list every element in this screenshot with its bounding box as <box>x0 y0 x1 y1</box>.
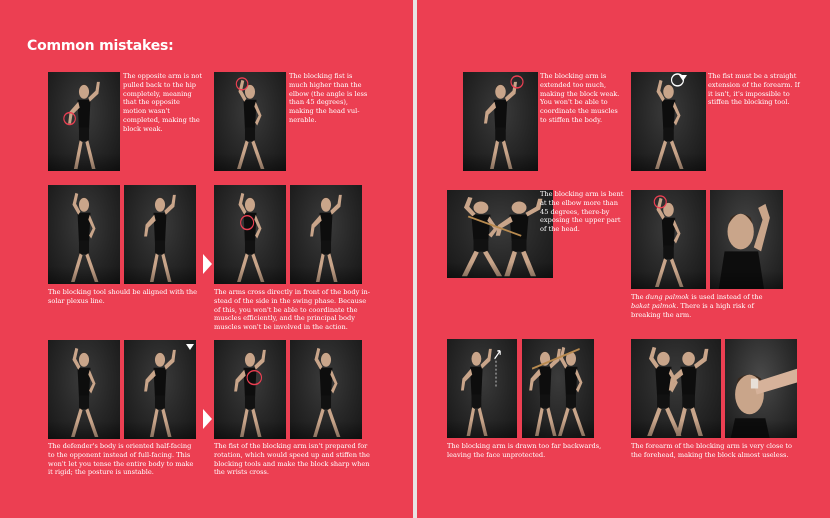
photo-arm-extended <box>463 72 538 171</box>
photo-forearm-close-2 <box>725 339 797 438</box>
caption-arm-drawn-back: The blocking arm is drawn too far backwards, leaving the face unprotected. <box>447 442 602 459</box>
caption-dung-palmok: The dung palmok is used instead of the bakat palmok. There is a high risk of breaking the arm. <box>631 293 763 319</box>
caption-fist-straight: The fist must be a straight extension of the forearm. If it isn't, it's impossible to stiffen the blocking tool. <box>708 72 800 107</box>
photo-fist-rotation-2 <box>290 340 362 439</box>
page-heading: Common mistakes: <box>27 38 174 54</box>
caption-blocking-fist-high: The blocking fist is much higher than the elbow (the angle is less than 45 degrees), making the head vul-nerable. <box>289 72 368 124</box>
caption-opposite-arm: The opposite arm is not pulled back to the hip completely, meaning that the opposite motion wasn't completed, making the block weak. <box>123 72 203 133</box>
photo-forearm-close-1 <box>631 339 721 438</box>
caption-arm-extended: The blocking arm is extended too much, making the block weak. You won't be able to coordinate the muscles to stiffen the body. <box>540 72 620 124</box>
photo-half-facing-1 <box>48 340 120 439</box>
caption-blocking-tool: The blocking tool should be aligned with the solar plexus line. <box>48 288 197 305</box>
right-page <box>417 0 830 518</box>
caption-fist-rotation: The fist of the blocking arm isn't prepared for rotation, which would speed up and stiffen the blocking tools and make the block sharp when the wrists cross. <box>214 442 370 477</box>
caption-bent-elbow: The blocking arm is bent at the elbow more than 45 degrees, there-by exposing the upper part of the head. <box>540 190 624 234</box>
term-dung-palmok: dung palmok <box>645 293 690 301</box>
caption-half-facing: The defender's body is oriented half-facing to the opponent instead of full-facing. This won't let you tense the entire body to make it rigid; the posture is unstable. <box>48 442 194 477</box>
left-page <box>0 0 413 518</box>
caption-arms-cross: The arms cross directly in front of the body in-stead of the side in the swing phase. Because of this, you won't be able to coordinate the muscles efficiently, and the principal body muscles won't be involved in the action. <box>214 288 371 332</box>
arrow-right-icon <box>203 254 212 274</box>
term-bakat-palmok: bakat palmok <box>631 301 677 310</box>
triangle-marker-icon <box>186 344 194 350</box>
photo-blocking-fist-high <box>214 72 286 171</box>
photo-arm-drawn-back-2 <box>522 339 594 438</box>
photo-half-facing-2 <box>124 340 196 439</box>
photo-opposite-arm <box>48 72 120 171</box>
photo-arms-cross-1 <box>214 185 286 284</box>
photo-fist-straight <box>631 72 706 171</box>
photo-arm-drawn-back-1 <box>447 339 517 438</box>
caption-forearm-close: The forearm of the blocking arm is very close to the forehead, making the block almost useless. <box>631 442 792 459</box>
arrow-right-icon <box>203 409 212 429</box>
photo-bent-elbow <box>447 190 553 278</box>
triangle-marker-icon <box>679 75 687 81</box>
photo-arms-cross-2 <box>290 185 362 284</box>
photo-blocking-tool-2 <box>124 185 196 284</box>
photo-dung-palmok-2 <box>710 190 783 289</box>
photo-blocking-tool-1 <box>48 185 120 284</box>
photo-dung-palmok-1 <box>631 190 706 289</box>
photo-fist-rotation-1 <box>214 340 286 439</box>
